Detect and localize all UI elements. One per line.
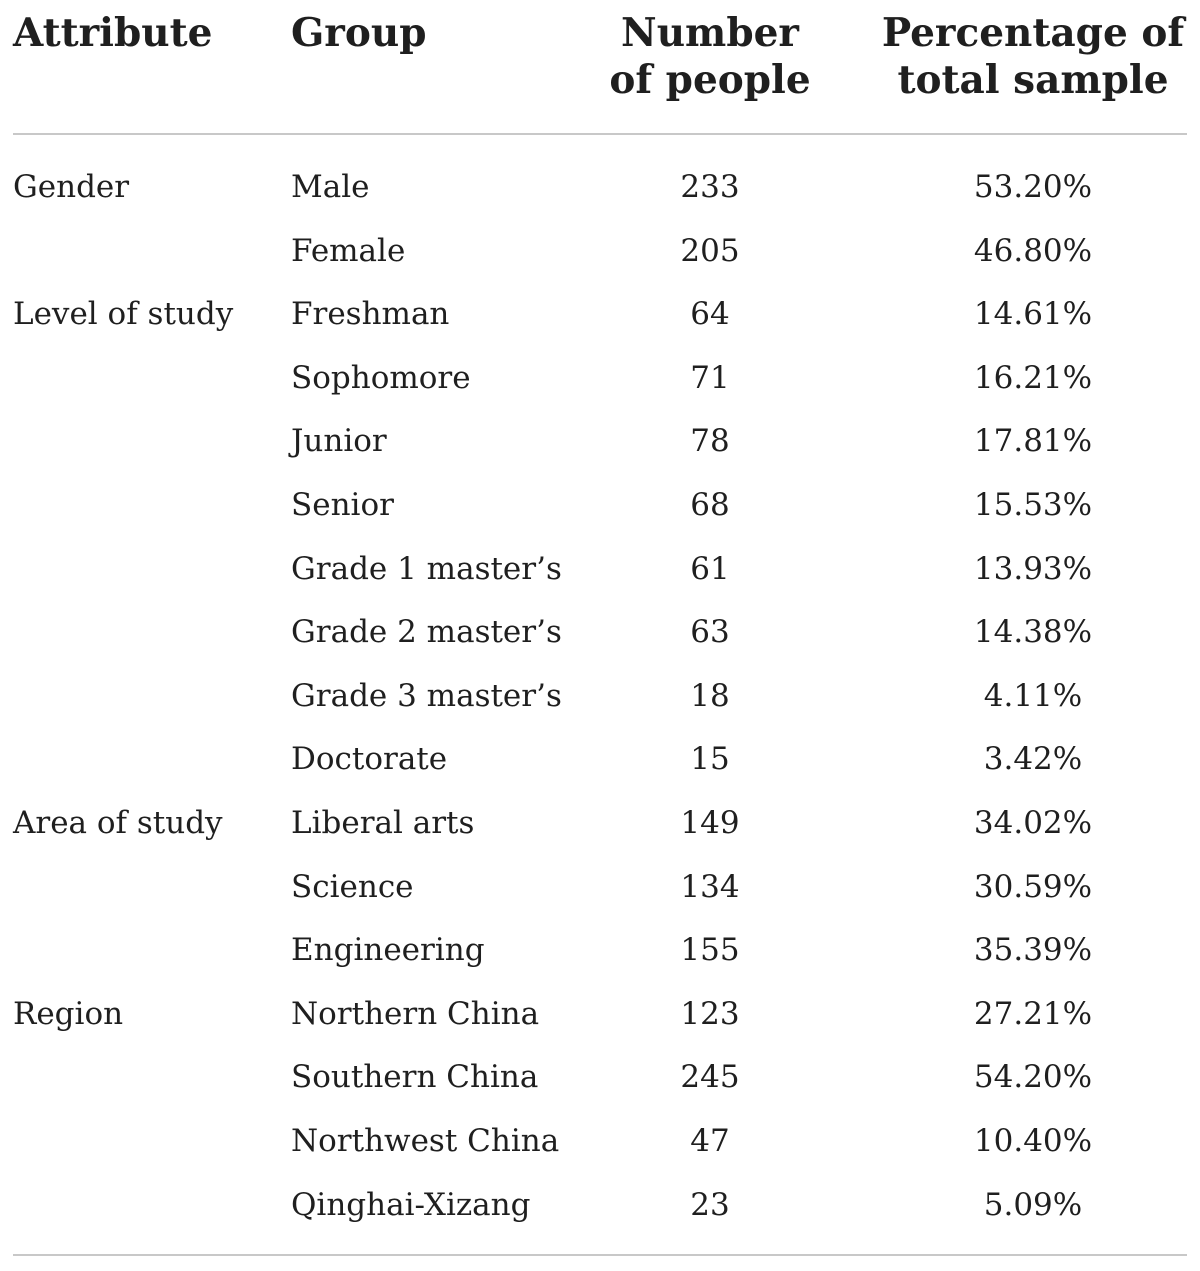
cell-group: Science [291,868,414,905]
header-number-line2: of people [609,57,811,103]
cell-group: Grade 3 master’s [291,677,562,714]
cell-group: Grade 2 master’s [291,614,562,651]
table-row [0,347,1200,411]
cell-attribute: Region [13,995,124,1032]
cell-number: 63 [690,614,730,651]
cell-group: Northern China [291,995,540,1032]
cell-percentage: 17.81% [973,423,1093,460]
table-row [0,1046,1200,1110]
cell-number: 61 [690,550,730,587]
table-bottom-divider [13,1254,1187,1256]
header-percentage [880,10,1186,104]
header-number-line1: Number [621,10,799,56]
cell-group: Male [291,169,370,205]
cell-number: 155 [680,932,740,969]
cell-percentage: 14.38% [973,614,1093,651]
cell-percentage: 34.02% [973,804,1093,841]
cell-number: 68 [690,486,730,523]
cell-group: Freshman [291,296,450,333]
cell-number: 149 [680,804,740,841]
cell-group: Engineering [291,932,485,969]
table-row [0,283,1200,347]
cell-percentage: 16.21% [973,359,1093,396]
header-attribute-label: Attribute [13,10,213,56]
cell-number: 245 [680,1059,740,1096]
cell-percentage: 30.59% [973,868,1093,905]
cell-percentage: 46.80% [973,232,1093,269]
cell-percentage: 15.53% [973,486,1093,523]
table-row [0,792,1200,856]
cell-percentage: 53.20% [973,169,1093,205]
table-row [0,1174,1200,1238]
cell-group: Qinghai-Xizang [291,1186,531,1223]
table-row [0,1110,1200,1174]
cell-percentage: 13.93% [973,550,1093,587]
cell-percentage: 35.39% [973,932,1093,969]
header-attribute [13,10,212,57]
cell-group: Junior [291,423,387,460]
cell-group: Sophomore [291,359,471,396]
cell-group: Grade 1 master’s [291,550,562,587]
cell-percentage: 4.11% [983,677,1083,714]
cell-number: 18 [690,677,730,714]
cell-number: 47 [690,1122,730,1159]
table-row [0,983,1200,1047]
cell-group: Senior [291,486,394,523]
header-group-label: Group [291,10,427,56]
cell-percentage: 54.20% [973,1059,1093,1096]
cell-number: 233 [680,169,740,205]
table-row [0,856,1200,920]
cell-attribute: Area of study [13,804,223,841]
cell-number: 78 [690,423,730,460]
header-percentage-line1: Percentage of [881,10,1185,56]
cell-percentage: 27.21% [973,995,1093,1032]
table-row [0,538,1200,602]
table-row [0,665,1200,729]
header-number-of-people [560,10,860,104]
cell-number: 71 [690,359,730,396]
cell-attribute: Level of study [13,296,234,333]
cell-attribute: Gender [13,169,130,205]
cell-percentage: 5.09% [983,1186,1083,1223]
cell-group: Southern China [291,1059,539,1096]
cell-number: 123 [680,995,740,1032]
table-row [0,410,1200,474]
header-group [291,10,427,57]
cell-percentage: 3.42% [983,741,1083,778]
cell-group: Northwest China [291,1122,560,1159]
cell-number: 64 [690,296,730,333]
table-row [0,601,1200,665]
cell-group: Liberal arts [291,804,475,841]
cell-group: Female [291,232,406,269]
header-percentage-line2: total sample [897,57,1169,103]
cell-group: Doctorate [291,741,448,778]
table-row [0,474,1200,538]
table-row [0,919,1200,983]
cell-number: 205 [680,232,740,269]
header-divider [13,133,1187,135]
cell-percentage: 10.40% [973,1122,1093,1159]
cell-number: 15 [690,741,730,778]
cell-number: 23 [690,1186,730,1223]
table-body [0,156,1200,1237]
table-row [0,156,1200,220]
cell-number: 134 [680,868,740,905]
cell-percentage: 14.61% [973,296,1093,333]
table-row [0,728,1200,792]
table-row [0,220,1200,284]
